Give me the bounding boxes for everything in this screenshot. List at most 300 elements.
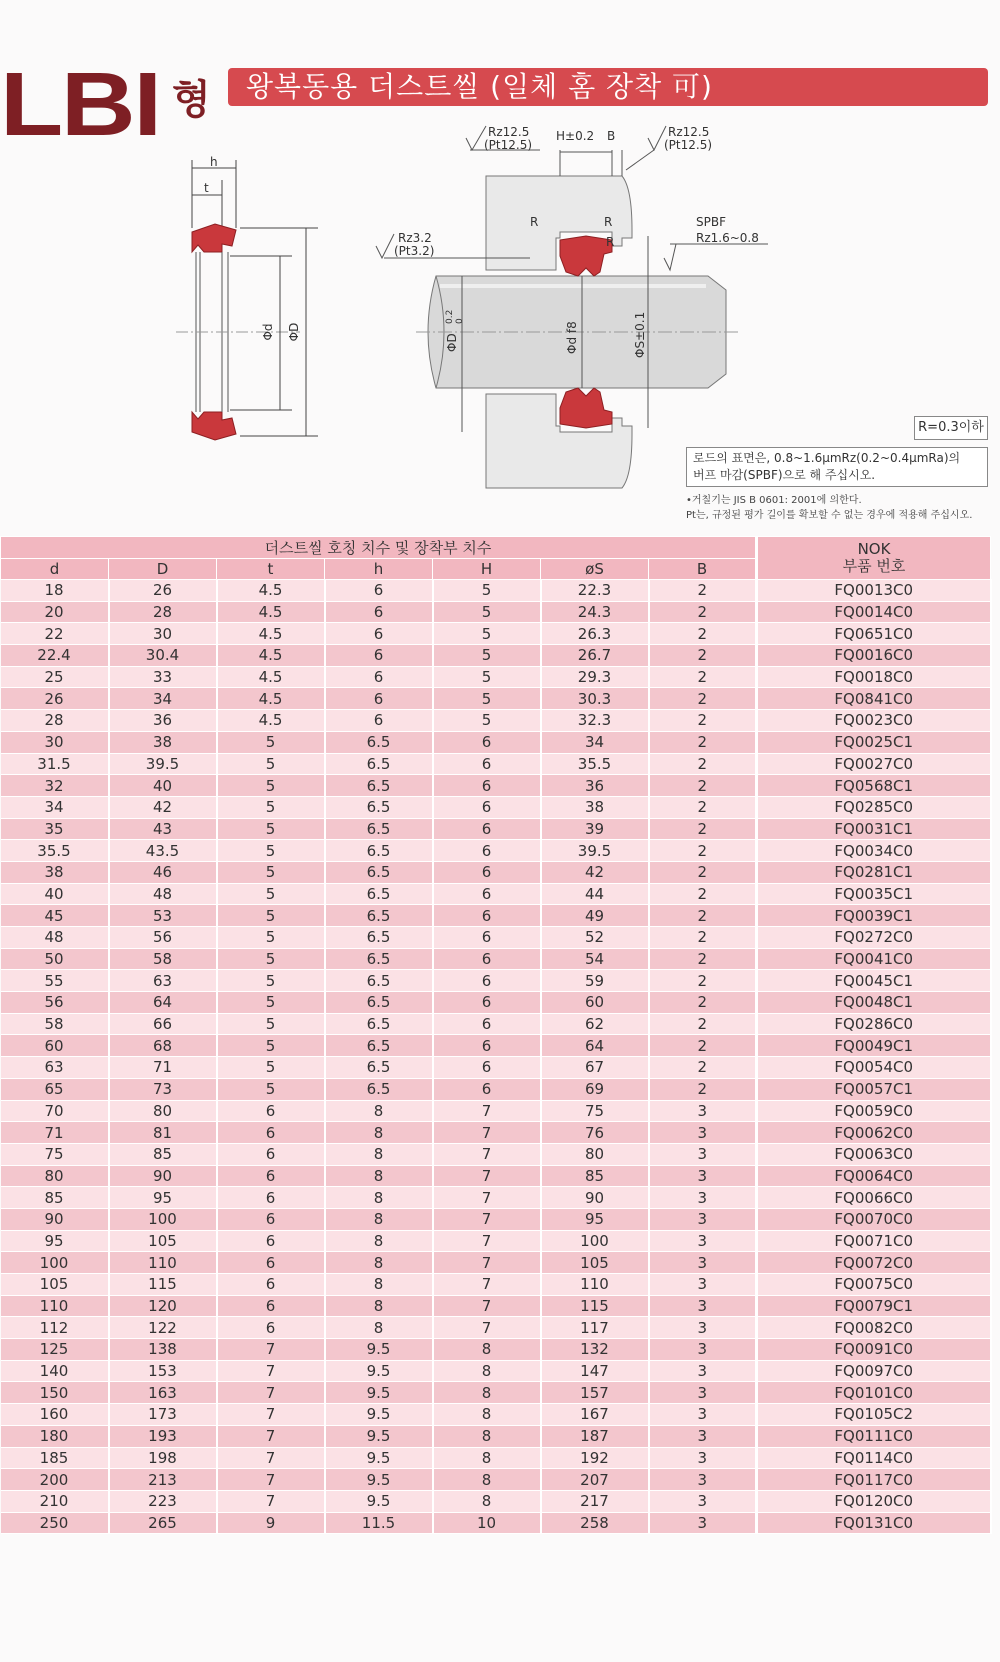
cell-d: 20 — [1, 601, 109, 623]
label-pt-top-left: (Pt12.5) — [484, 138, 533, 152]
cell-d: 48 — [1, 927, 109, 949]
cell-D: 213 — [109, 1469, 217, 1491]
cell-D: 66 — [109, 1013, 217, 1035]
cell-h: 6 — [325, 601, 433, 623]
label-h-tolerance: H±0.2 — [556, 129, 595, 143]
cell-b: 3 — [649, 1230, 757, 1252]
cell-h: 6.5 — [325, 1057, 433, 1079]
cell-D: 28 — [109, 601, 217, 623]
cell-H: 7 — [433, 1100, 541, 1122]
table-row — [1, 1187, 991, 1209]
label-rz-top-right: Rz12.5 — [668, 125, 710, 139]
surface-note-line-2: 버프 마감(SPBF)으로 해 주십시오. — [693, 468, 876, 482]
cell-t: 6 — [217, 1230, 325, 1252]
table-row — [1, 1317, 991, 1339]
cell-part-number: FQ0071C0 — [757, 1230, 991, 1252]
cell-b: 3 — [649, 1317, 757, 1339]
cell-s: 147 — [541, 1360, 649, 1382]
cell-H: 7 — [433, 1143, 541, 1165]
table-row — [1, 1339, 991, 1361]
cell-H: 5 — [433, 710, 541, 732]
cell-t: 5 — [217, 796, 325, 818]
table-row — [1, 883, 991, 905]
cell-h: 6.5 — [325, 818, 433, 840]
table-row — [1, 861, 991, 883]
cell-D: 40 — [109, 775, 217, 797]
table-row — [1, 1230, 991, 1252]
table-row — [1, 840, 991, 862]
cell-d: 56 — [1, 992, 109, 1014]
seal-cross-section — [176, 155, 318, 440]
cell-b: 3 — [649, 1208, 757, 1230]
cell-t: 4.5 — [217, 623, 325, 645]
label-r-2: R — [604, 215, 613, 229]
cell-h: 6 — [325, 688, 433, 710]
cell-s: 39.5 — [541, 840, 649, 862]
cell-s: 60 — [541, 992, 649, 1014]
cell-d: 100 — [1, 1252, 109, 1274]
cell-part-number: FQ0018C0 — [757, 666, 991, 688]
cell-d: 22.4 — [1, 645, 109, 667]
cell-t: 6 — [217, 1143, 325, 1165]
table-row — [1, 1143, 991, 1165]
cell-D: 26 — [109, 580, 217, 602]
cell-t: 7 — [217, 1339, 325, 1361]
cell-s: 30.3 — [541, 688, 649, 710]
cell-D: 33 — [109, 666, 217, 688]
cell-s: 64 — [541, 1035, 649, 1057]
cell-D: 42 — [109, 796, 217, 818]
cell-h: 11.5 — [325, 1512, 433, 1534]
table-row — [1, 666, 991, 688]
label-phi-D: ΦD — [445, 333, 459, 352]
cell-part-number: FQ0062C0 — [757, 1122, 991, 1144]
cell-H: 6 — [433, 840, 541, 862]
cell-H: 5 — [433, 688, 541, 710]
cell-d: 90 — [1, 1208, 109, 1230]
cell-D: 95 — [109, 1187, 217, 1209]
cell-h: 8 — [325, 1208, 433, 1230]
cell-part-number: FQ0063C0 — [757, 1143, 991, 1165]
cell-s: 35.5 — [541, 753, 649, 775]
cell-s: 67 — [541, 1057, 649, 1079]
cell-d: 35 — [1, 818, 109, 840]
cell-s: 207 — [541, 1469, 649, 1491]
cell-h: 6.5 — [325, 731, 433, 753]
table-row — [1, 1295, 991, 1317]
cell-d: 30 — [1, 731, 109, 753]
cell-d: 85 — [1, 1187, 109, 1209]
column-header-D: D — [109, 559, 217, 580]
cell-d: 28 — [1, 710, 109, 732]
cell-part-number: FQ0097C0 — [757, 1360, 991, 1382]
table-row — [1, 623, 991, 645]
cell-s: 95 — [541, 1208, 649, 1230]
cell-b: 2 — [649, 753, 757, 775]
cell-b: 2 — [649, 666, 757, 688]
dimension-table-wrapper — [0, 536, 990, 1534]
cell-s: 115 — [541, 1295, 649, 1317]
cell-H: 6 — [433, 970, 541, 992]
cell-t: 5 — [217, 753, 325, 775]
cell-d: 140 — [1, 1360, 109, 1382]
cell-part-number: FQ0082C0 — [757, 1317, 991, 1339]
cell-H: 7 — [433, 1165, 541, 1187]
table-row — [1, 992, 991, 1014]
cell-D: 39.5 — [109, 753, 217, 775]
label-phi-D-tol-up: 0.2 — [445, 309, 455, 324]
cell-D: 34 — [109, 688, 217, 710]
cell-H: 5 — [433, 580, 541, 602]
cell-h: 8 — [325, 1230, 433, 1252]
table-row — [1, 1447, 991, 1469]
cell-b: 2 — [649, 1013, 757, 1035]
cell-s: 117 — [541, 1317, 649, 1339]
cell-b: 3 — [649, 1360, 757, 1382]
cell-H: 6 — [433, 818, 541, 840]
column-header-h: h — [325, 559, 433, 580]
cell-b: 2 — [649, 905, 757, 927]
cell-part-number: FQ0023C0 — [757, 710, 991, 732]
cell-part-number: FQ0841C0 — [757, 688, 991, 710]
cell-s: 36 — [541, 775, 649, 797]
cell-h: 6.5 — [325, 753, 433, 775]
cell-h: 6 — [325, 623, 433, 645]
cell-s: 62 — [541, 1013, 649, 1035]
table-row — [1, 1404, 991, 1426]
cell-b: 2 — [649, 1057, 757, 1079]
cell-s: 76 — [541, 1122, 649, 1144]
label-rz-top-left: Rz12.5 — [488, 125, 530, 139]
cell-t: 5 — [217, 1078, 325, 1100]
cell-s: 217 — [541, 1490, 649, 1512]
cell-t: 6 — [217, 1100, 325, 1122]
cell-part-number: FQ0034C0 — [757, 840, 991, 862]
cell-part-number: FQ0075C0 — [757, 1274, 991, 1296]
cell-D: 265 — [109, 1512, 217, 1534]
table-row — [1, 1165, 991, 1187]
cell-d: 95 — [1, 1230, 109, 1252]
cell-t: 5 — [217, 731, 325, 753]
cell-b: 2 — [649, 601, 757, 623]
cell-t: 5 — [217, 840, 325, 862]
cell-D: 90 — [109, 1165, 217, 1187]
cell-H: 7 — [433, 1317, 541, 1339]
cell-b: 3 — [649, 1187, 757, 1209]
cell-d: 45 — [1, 905, 109, 927]
cell-d: 25 — [1, 666, 109, 688]
cell-h: 8 — [325, 1122, 433, 1144]
cell-h: 6.5 — [325, 796, 433, 818]
cell-H: 7 — [433, 1208, 541, 1230]
cell-t: 5 — [217, 1013, 325, 1035]
cell-h: 8 — [325, 1252, 433, 1274]
cell-D: 163 — [109, 1382, 217, 1404]
cell-s: 100 — [541, 1230, 649, 1252]
cell-d: 112 — [1, 1317, 109, 1339]
cell-part-number: FQ0016C0 — [757, 645, 991, 667]
cell-D: 68 — [109, 1035, 217, 1057]
cell-t: 7 — [217, 1447, 325, 1469]
cell-t: 5 — [217, 883, 325, 905]
dimension-table — [0, 536, 992, 1534]
cell-D: 43.5 — [109, 840, 217, 862]
table-row — [1, 1208, 991, 1230]
label-r-3: R — [606, 235, 615, 249]
cell-h: 6.5 — [325, 1078, 433, 1100]
cell-b: 3 — [649, 1382, 757, 1404]
cell-H: 8 — [433, 1382, 541, 1404]
cell-part-number: FQ0272C0 — [757, 927, 991, 949]
installation-diagram — [376, 125, 768, 488]
cell-h: 6 — [325, 666, 433, 688]
cell-h: 8 — [325, 1317, 433, 1339]
cell-b: 3 — [649, 1252, 757, 1274]
cell-b: 2 — [649, 1035, 757, 1057]
cell-b: 2 — [649, 992, 757, 1014]
cell-H: 6 — [433, 1078, 541, 1100]
cell-H: 6 — [433, 883, 541, 905]
cell-part-number: FQ0059C0 — [757, 1100, 991, 1122]
cell-b: 2 — [649, 883, 757, 905]
cell-D: 153 — [109, 1360, 217, 1382]
series-logo-suffix: 형 — [172, 77, 211, 123]
cell-D: 223 — [109, 1490, 217, 1512]
cell-H: 7 — [433, 1295, 541, 1317]
cell-b: 2 — [649, 688, 757, 710]
cell-t: 7 — [217, 1404, 325, 1426]
cell-part-number: FQ0049C1 — [757, 1035, 991, 1057]
cell-part-number: FQ0285C0 — [757, 796, 991, 818]
cell-b: 2 — [649, 710, 757, 732]
footnote-jis: •거칠기는 JIS B 0601: 2001에 의한다. — [686, 495, 862, 506]
table-row — [1, 710, 991, 732]
surface-note — [686, 447, 988, 487]
cell-d: 180 — [1, 1425, 109, 1447]
cell-d: 18 — [1, 580, 109, 602]
cell-D: 81 — [109, 1122, 217, 1144]
cell-H: 7 — [433, 1187, 541, 1209]
cell-s: 39 — [541, 818, 649, 840]
cell-H: 6 — [433, 796, 541, 818]
table-group-header: 더스트씰 호칭 치수 및 장착부 치수 — [1, 537, 757, 559]
cell-D: 110 — [109, 1252, 217, 1274]
table-row — [1, 1274, 991, 1296]
table-row — [1, 970, 991, 992]
cell-D: 64 — [109, 992, 217, 1014]
cell-d: 58 — [1, 1013, 109, 1035]
cell-d: 60 — [1, 1035, 109, 1057]
cell-part-number: FQ0041C0 — [757, 948, 991, 970]
cell-s: 192 — [541, 1447, 649, 1469]
cell-part-number: FQ0035C1 — [757, 883, 991, 905]
cell-t: 5 — [217, 775, 325, 797]
cell-D: 100 — [109, 1208, 217, 1230]
cell-d: 55 — [1, 970, 109, 992]
cell-H: 6 — [433, 992, 541, 1014]
cell-H: 7 — [433, 1274, 541, 1296]
label-rz-spbf: Rz1.6~0.8 — [696, 231, 759, 245]
seal-profile-top — [192, 224, 236, 252]
cell-h: 6.5 — [325, 970, 433, 992]
footnote-pt: Pt는, 규정된 평가 길이를 확보할 수 없는 경우에 적용해 주십시오. — [686, 510, 973, 521]
cell-s: 34 — [541, 731, 649, 753]
cell-part-number: FQ0013C0 — [757, 580, 991, 602]
cell-part-number: FQ0031C1 — [757, 818, 991, 840]
cell-part-number: FQ0120C0 — [757, 1490, 991, 1512]
radius-note: R=0.3이하 — [914, 416, 988, 440]
cell-H: 8 — [433, 1360, 541, 1382]
cell-s: 38 — [541, 796, 649, 818]
cell-H: 6 — [433, 775, 541, 797]
cell-d: 71 — [1, 1122, 109, 1144]
cell-part-number: FQ0111C0 — [757, 1425, 991, 1447]
cell-s: 44 — [541, 883, 649, 905]
column-header-t: t — [217, 559, 325, 580]
label-phi-D-tol-low: 0 — [455, 318, 465, 324]
label-t: t — [204, 181, 209, 195]
cell-t: 7 — [217, 1490, 325, 1512]
column-header-d: d — [1, 559, 109, 580]
cell-D: 36 — [109, 710, 217, 732]
cell-part-number: FQ0014C0 — [757, 601, 991, 623]
cell-t: 5 — [217, 970, 325, 992]
table-row — [1, 1100, 991, 1122]
cell-t: 5 — [217, 861, 325, 883]
cell-b: 2 — [649, 580, 757, 602]
cell-s: 32.3 — [541, 710, 649, 732]
cell-b: 3 — [649, 1469, 757, 1491]
cell-t: 5 — [217, 927, 325, 949]
cell-s: 59 — [541, 970, 649, 992]
table-row — [1, 645, 991, 667]
table-row — [1, 1013, 991, 1035]
cell-part-number: FQ0651C0 — [757, 623, 991, 645]
cell-t: 4.5 — [217, 580, 325, 602]
cell-b: 2 — [649, 927, 757, 949]
cell-h: 6 — [325, 710, 433, 732]
seal-profile-bottom — [192, 412, 236, 440]
cell-t: 9 — [217, 1512, 325, 1534]
cell-b: 2 — [649, 970, 757, 992]
cell-h: 9.5 — [325, 1382, 433, 1404]
cell-d: 80 — [1, 1165, 109, 1187]
cell-H: 6 — [433, 731, 541, 753]
cell-d: 40 — [1, 883, 109, 905]
cell-d: 110 — [1, 1295, 109, 1317]
table-row — [1, 818, 991, 840]
cell-H: 6 — [433, 1035, 541, 1057]
cell-s: 52 — [541, 927, 649, 949]
cell-b: 2 — [649, 775, 757, 797]
cell-d: 200 — [1, 1469, 109, 1491]
cell-H: 8 — [433, 1425, 541, 1447]
cell-h: 9.5 — [325, 1425, 433, 1447]
cell-part-number: FQ0072C0 — [757, 1252, 991, 1274]
cell-D: 56 — [109, 927, 217, 949]
cell-s: 75 — [541, 1100, 649, 1122]
cell-D: 63 — [109, 970, 217, 992]
cell-part-number: FQ0286C0 — [757, 1013, 991, 1035]
cell-t: 6 — [217, 1317, 325, 1339]
cell-part-number: FQ0079C1 — [757, 1295, 991, 1317]
cell-t: 7 — [217, 1360, 325, 1382]
table-row — [1, 927, 991, 949]
cell-d: 75 — [1, 1143, 109, 1165]
cell-b: 3 — [649, 1404, 757, 1426]
label-r-1: R — [530, 215, 539, 229]
page-title: 왕복동용 더스트씰 (일체 홈 장착 可) — [246, 70, 713, 103]
cell-H: 6 — [433, 905, 541, 927]
cell-D: 38 — [109, 731, 217, 753]
cell-D: 138 — [109, 1339, 217, 1361]
cell-part-number: FQ0066C0 — [757, 1187, 991, 1209]
cell-part-number: FQ0070C0 — [757, 1208, 991, 1230]
cell-part-number: FQ0057C1 — [757, 1078, 991, 1100]
nok-header-line-2: 부품 번호 — [842, 557, 906, 575]
table-row — [1, 1252, 991, 1274]
table-row — [1, 1512, 991, 1534]
cell-D: 85 — [109, 1143, 217, 1165]
cell-b: 3 — [649, 1143, 757, 1165]
cell-b: 3 — [649, 1274, 757, 1296]
series-logo: LBI — [0, 55, 160, 155]
cell-s: 24.3 — [541, 601, 649, 623]
cell-D: 53 — [109, 905, 217, 927]
cell-H: 6 — [433, 1057, 541, 1079]
cell-H: 7 — [433, 1122, 541, 1144]
cell-t: 4.5 — [217, 688, 325, 710]
cell-d: 50 — [1, 948, 109, 970]
table-row — [1, 1078, 991, 1100]
table-row — [1, 1469, 991, 1491]
cell-s: 49 — [541, 905, 649, 927]
cell-D: 105 — [109, 1230, 217, 1252]
cell-b: 2 — [649, 645, 757, 667]
cell-b: 2 — [649, 818, 757, 840]
cell-h: 8 — [325, 1100, 433, 1122]
cell-t: 6 — [217, 1122, 325, 1144]
cell-D: 30.4 — [109, 645, 217, 667]
cell-b: 3 — [649, 1295, 757, 1317]
cell-b: 3 — [649, 1165, 757, 1187]
cell-d: 105 — [1, 1274, 109, 1296]
cell-H: 10 — [433, 1512, 541, 1534]
cell-s: 29.3 — [541, 666, 649, 688]
cell-D: 115 — [109, 1274, 217, 1296]
cell-s: 22.3 — [541, 580, 649, 602]
installed-seal-top — [560, 235, 615, 276]
cell-H: 6 — [433, 861, 541, 883]
cell-h: 6.5 — [325, 840, 433, 862]
cell-h: 8 — [325, 1143, 433, 1165]
cell-b: 2 — [649, 861, 757, 883]
cell-D: 122 — [109, 1317, 217, 1339]
cell-s: 42 — [541, 861, 649, 883]
surface-note-line-1: 로드의 표면은, 0.8~1.6μmRz(0.2~0.4μmRa)의 — [693, 451, 961, 465]
cell-H: 6 — [433, 948, 541, 970]
cell-part-number: FQ0027C0 — [757, 753, 991, 775]
cell-part-number: FQ0054C0 — [757, 1057, 991, 1079]
cell-t: 6 — [217, 1165, 325, 1187]
cell-h: 9.5 — [325, 1447, 433, 1469]
cell-s: 26.3 — [541, 623, 649, 645]
cell-b: 2 — [649, 948, 757, 970]
cell-h: 9.5 — [325, 1404, 433, 1426]
cell-d: 160 — [1, 1404, 109, 1426]
label-phi-d-left: Φd — [261, 323, 275, 341]
cell-D: 198 — [109, 1447, 217, 1469]
